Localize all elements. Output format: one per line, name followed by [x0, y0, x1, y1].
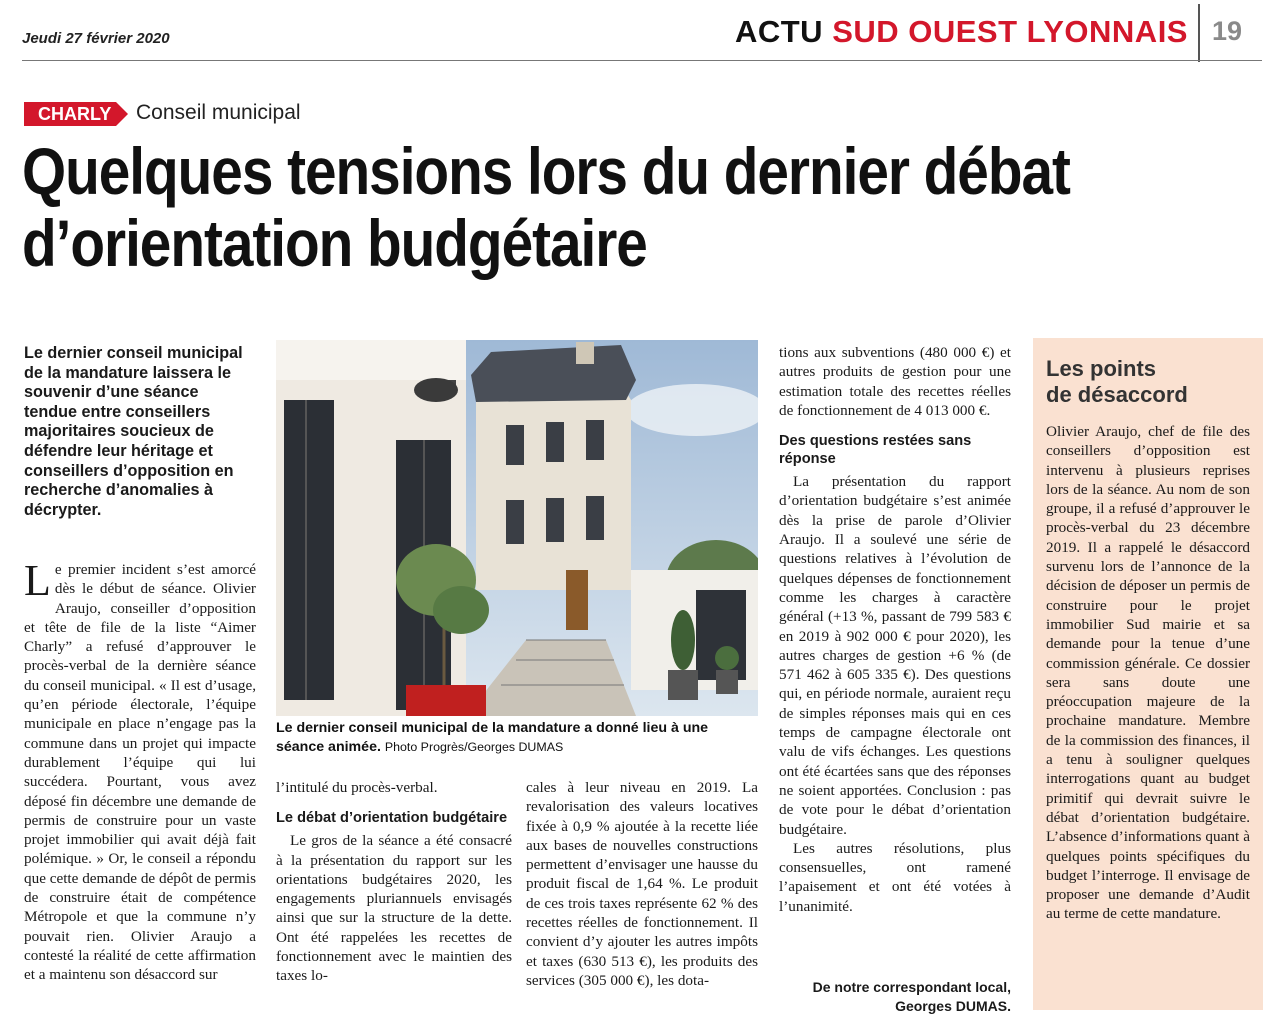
photo-credit: Photo Progrès/Georges DUMAS [384, 740, 564, 754]
article-column-1 [24, 556, 256, 985]
paragraph: Le gros de la séance a été consacré à la présentation du rapport sur les orientations budgétaires 2020, les engagements pluriannuels envisagés ainsi que sur la structure de la dette. Ont été rappelées les recettes de fonctionnement avec le maintien des taxes lo- [276, 832, 512, 985]
article-photo [276, 340, 758, 716]
sidebar-title-line: de désaccord [1046, 382, 1188, 407]
sidebar-title-line: Les points [1046, 356, 1157, 381]
paragraph [24, 556, 256, 985]
subheading: Des questions restées sans réponse [779, 433, 972, 468]
sidebar-title [1046, 356, 1256, 408]
location-tag: CHARLY [24, 102, 116, 126]
paragraph: Olivier Araujo, chef de file des conseillers d’opposition est intervenu à plusieurs reprises lors de la séance. Au nom de son groupe, il a refusé d’approuver le procès-verbal du 23 décembre 2019. Il a rappelé le désaccord survenu lors de l’annonce de la décision de déposer un permis de construire pour le projet immobilier Sud mairie et sa demande pour la tenue d’une commission générale. Ce dossier sera sans doute une préoccupation majeure de la prochaine mandature. Membre de la commission des finances, il a tenu à souligner quelques interrogations quant au budget primitif qui devrait suivre le débat d’orientation budgétaire. L’absence d’informations quant à quelques points spécifiques du budget l’interroge. Il envisage de proposer une demande d’Audit au terme de cette mandature. [1046, 423, 1250, 923]
edition-date: Jeudi 27 février 2020 [22, 30, 170, 47]
article-headline: Quelques tensions lors du dernier débat d’orientation budgétaire [22, 134, 1070, 280]
photo-caption [276, 719, 758, 757]
town-hall-photo [276, 340, 758, 716]
paragraph-text: e premier incident s’est amorcé dès le début de séance. Olivier Araujo, conseiller d’opposition et tête de file de la liste “Aimer Charly” a refusé d’approuver le procès-verbal de la dernière séance du conseil municipal. « Il est d’usage, qu’en période électorale, l’équipe municipale en place n’engage pas la commune dans un projet qui impacte durablement l’équipe qui lui succédera. Pourtant, vous avez déposé fin décembre une demande de permis de construire pour un vaste projet immobilier qui avait déjà fait polémique. » Or, le conseil a répondu que cette demande de dépôt de permis de construire était de compétence Métropole et que la commune n’y pouvait rien. Olivier Araujo a contesté la réalité de cette affirmation et a maintenu son désaccord sur [24, 561, 256, 984]
article-column-2 [276, 778, 512, 986]
signature-line: De notre correspondant local, [812, 979, 1011, 995]
signature-name: Georges DUMAS. [895, 998, 1011, 1014]
paragraph: La présentation du rapport d’orientation budgétaire s’est animée dès la prise de parole d’Olivier Araujo. Il a soulevé une série de questions relatives à l’évolution de quelques dépenses de fonctionnement comme les charges à caractère général (+13 %, passant de 799 583 € en 2019 à 902 000 € pour 2020), les autres charges de gestion +6 % (de 571 462 à 605 335 €). Des questions qui, en période normale, auraient reçu de simples réponses mais qui en ces temps de campagne électorale ont valu de vifs échanges. Les questions ont été écartées sans que des réponses ne soient apportées. Conclusion : pas de vote pour le débat d’orientation budgétaire. [779, 473, 1011, 838]
article-lead: Le dernier conseil municipal de la mandature laissera le souvenir d’une séance tendue entre conseillers majoritaires soucieux de défendre leur héritage et conseillers d’opposition en recherche d’anomalies à décrypter. [24, 344, 243, 519]
article-column-3 [526, 778, 758, 990]
header-separator [1198, 4, 1200, 62]
author-signature [779, 978, 1011, 1016]
rubric-actu: ACTU [734, 14, 824, 49]
sidebar-text [1046, 422, 1250, 924]
paragraph: l’intitulé du procès-verbal. [276, 779, 438, 796]
caption-text: Le dernier conseil municipal de la mandature a donné lieu à une séance animée. [276, 720, 709, 755]
section-rubric [735, 14, 1188, 50]
article-column-4 [779, 343, 1011, 916]
location-tag-arrow [116, 102, 128, 126]
paragraph: cales à leur niveau en 2019. La revalorisation des valeurs locatives fixée à 0,9 % ajoutée à la recette liée aux bases de nouvelles constructions permettent d’envisager une hausse du produit fiscal de 1,64 %. Le produit de ces trois taxes représente 62 % des recettes réelles de fonctionnement. Il convient d’y ajouter les autres impôts et taxes (630 513 €), les produits des services (305 000 €), les dota- [526, 779, 758, 989]
page-number: 19 [1212, 16, 1243, 46]
rubric-region: SUD OUEST LYONNAIS [832, 14, 1188, 49]
drop-cap: L [24, 556, 51, 605]
section-label: Conseil municipal [136, 101, 301, 124]
paragraph: tions aux subventions (480 000 €) et autres produits de gestion pour une estimation totale des recettes réelles de fonctionnement de 4 013 000 €. [779, 344, 1011, 419]
paragraph: Les autres résolutions, plus consensuelles, ont ramené l’apaisement et ont été votées à l’unanimité. [779, 839, 1011, 915]
subheading: Le débat d’orientation budgétaire [276, 810, 508, 827]
header-rule [22, 60, 1262, 61]
